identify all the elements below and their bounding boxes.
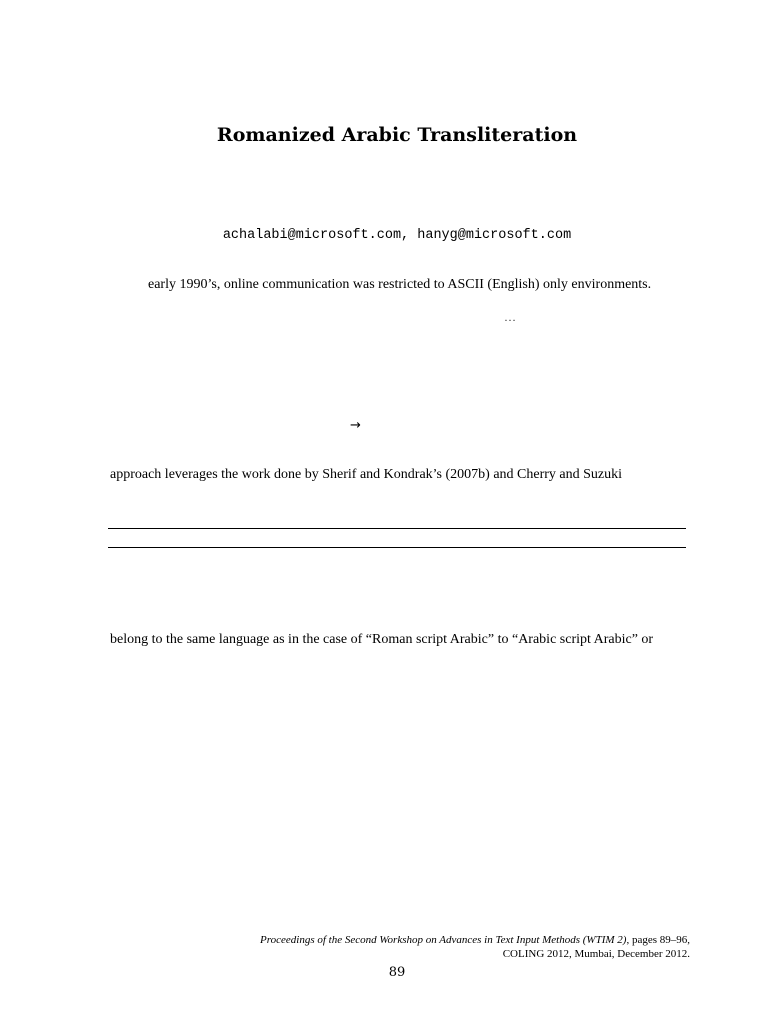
- horizontal-rule-top: [108, 528, 686, 529]
- page-number: 89: [388, 965, 406, 980]
- footer-venue-italic: Proceedings of the Second Workshop on Advances in Text Input Methods (WTIM 2): [260, 934, 627, 946]
- footer-conference-line: COLING 2012, Mumbai, December 2012.: [502, 948, 690, 960]
- horizontal-rule-bottom: [108, 547, 686, 548]
- body-text-line-1: early 1990’s, online communication was restricted to ASCII (English) only environments.: [148, 277, 652, 292]
- paper-title: Romanized Arabic Transliteration: [216, 124, 578, 146]
- arrow-icon: →: [350, 418, 361, 433]
- footer-venue-line: [260, 934, 690, 946]
- ellipsis-mark: …: [504, 310, 516, 324]
- footer-venue-pages: , pages 89–96,: [626, 934, 690, 946]
- body-text-line-2: approach leverages the work done by Sherif and Kondrak’s (2007b) and Cherry and Suzuki: [110, 467, 623, 482]
- body-text-line-3: belong to the same language as in the case of “Roman script Arabic” to “Arabic script Arabic” or: [110, 632, 654, 647]
- author-emails: achalabi@microsoft.com, hanyg@microsoft.com: [222, 228, 572, 243]
